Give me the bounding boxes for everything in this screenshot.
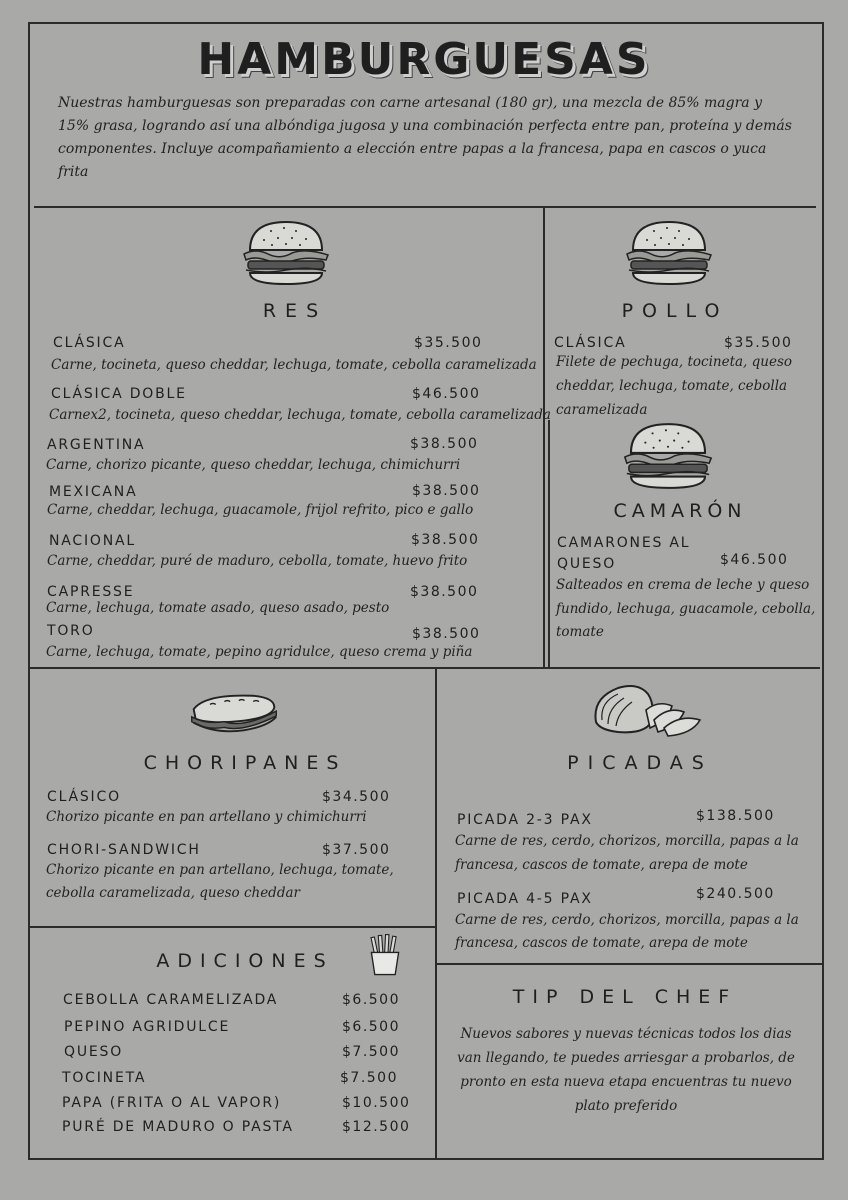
camaron-item-name: QUESO: [557, 556, 617, 572]
adicion-item-price: $6.500: [342, 992, 400, 1008]
choripanes-item-desc: Chorizo picante en pan artellano, lechuga, tomate,: [46, 862, 394, 878]
chef-tip-text: Nuevos sabores y nuevas técnicas todos los dias van llegando, te puedes arriesgar a probarlos, de pronto en esta nueva etapa encuentras tu nuevo plato preferido: [457, 1026, 795, 1114]
res-item-desc: Carne, tocineta, queso cheddar, lechuga, tomate, cebolla caramelizada: [51, 357, 537, 373]
res-item-desc: Carnex2, tocineta, queso cheddar, lechuga, tomate, cebolla caramelizada: [49, 407, 551, 423]
picadas-item-name: PICADA 2-3 PAX: [457, 812, 593, 828]
adicion-item-price: $7.500: [342, 1044, 400, 1060]
res-item-name: CLÁSICA: [53, 335, 126, 351]
adicion-item-price: $7.500: [340, 1070, 398, 1086]
camaron-item-desc: tomate: [556, 624, 604, 640]
picadas-item-desc: francesa, cascos de tomate, arepa de mote: [455, 935, 748, 951]
meat-icon: [588, 680, 708, 740]
res-item-name: MEXICANA: [49, 484, 138, 500]
camaron-item-price: $46.500: [720, 552, 789, 568]
adicion-item-name: PURÉ DE MADURO O PASTA: [62, 1119, 294, 1135]
adicion-item-name: PAPA (FRITA O AL VAPOR): [62, 1095, 282, 1111]
picadas-item-name: PICADA 4-5 PAX: [457, 891, 593, 907]
res-item-price: $38.500: [410, 436, 479, 452]
pollo-item-name: CLÁSICA: [554, 335, 627, 351]
intro-text: Nuestras hamburguesas son preparadas con carne artesanal (180 gr), una mezcla de 85% magra y 15% grasa, logrando así una albóndiga jugosa y una combinación perfecta entre pan, proteína y demás componentes. Incluye acompañamiento a elección entre papas a la francesa, papa en cascos o yuca frita: [58, 95, 792, 180]
res-item-desc: Carne, chorizo picante, queso cheddar, lechuga, chimichurri: [46, 457, 461, 473]
divider-res-pollo-lower: [548, 420, 550, 668]
adicion-item-price: $10.500: [342, 1095, 411, 1111]
choripanes-item-price: $37.500: [322, 842, 391, 858]
section-title-choripanes: CHORIPANES: [143, 752, 347, 774]
res-item-desc: Carne, lechuga, tomate, pepino agridulce, queso crema y piña: [46, 644, 473, 660]
camaron-item-desc: fundido, lechuga, guacamole, cebolla,: [556, 601, 816, 617]
pollo-item-desc: caramelizada: [556, 402, 648, 418]
section-title-pollo: POLLO: [621, 300, 729, 322]
picadas-item-price: $138.500: [696, 808, 775, 824]
adicion-item-name: PEPINO AGRIDULCE: [64, 1019, 231, 1035]
choripanes-item-desc: cebolla caramelizada, queso cheddar: [46, 885, 300, 901]
res-item-desc: Carne, lechuga, tomate asado, queso asado, pesto: [46, 600, 390, 616]
adicion-item-price: $6.500: [342, 1019, 400, 1035]
divider-row1: [30, 667, 820, 669]
res-item-name: NACIONAL: [49, 533, 136, 549]
res-item-price: $35.500: [414, 335, 483, 351]
picadas-item-desc: francesa, cascos de tomate, arepa de mote: [455, 857, 748, 873]
res-item-name: TORO: [47, 623, 95, 639]
choripanes-item-name: CHORI-SANDWICH: [47, 842, 201, 858]
section-title-res: RES: [262, 300, 328, 322]
choripanes-item-price: $34.500: [322, 789, 391, 805]
divider-res-pollo: [543, 206, 545, 668]
section-title-chef: TIP DEL CHEF: [512, 986, 738, 1008]
divider-choripanes-adiciones: [30, 926, 435, 928]
res-item-price: $38.500: [412, 483, 481, 499]
adicion-item-name: TOCINETA: [62, 1070, 147, 1086]
res-item-desc: Carne, cheddar, lechuga, guacamole, frijol refrito, pico e gallo: [47, 502, 474, 518]
adicion-item-price: $12.500: [342, 1119, 411, 1135]
section-title-adiciones: ADICIONES: [156, 950, 334, 972]
sandwich-icon: [186, 690, 282, 738]
pollo-item-price: $35.500: [724, 335, 793, 351]
section-title-camaron: CAMARÓN: [613, 500, 747, 522]
pollo-item-desc: cheddar, lechuga, tomate, cebolla: [556, 378, 788, 394]
burger-icon: [616, 420, 720, 492]
picadas-item-desc: Carne de res, cerdo, chorizos, morcilla, papas a la: [455, 912, 799, 928]
res-item-name: CAPRESSE: [47, 584, 135, 600]
res-item-price: $38.500: [411, 532, 480, 548]
res-item-price: $38.500: [410, 584, 479, 600]
adicion-item-name: CEBOLLA CARAMELIZADA: [63, 992, 279, 1008]
picadas-item-price: $240.500: [696, 886, 775, 902]
divider-header: [34, 206, 816, 208]
choripanes-item-desc: Chorizo picante en pan artellano y chimichurri: [46, 809, 367, 825]
page-title: HAMBURGUESAS: [197, 34, 651, 85]
picadas-item-desc: Carne de res, cerdo, chorizos, morcilla, papas a la: [455, 833, 799, 849]
burger-icon: [619, 218, 719, 288]
divider-choripanes-picadas: [435, 668, 437, 1158]
section-title-picadas: PICADAS: [567, 752, 713, 774]
camaron-item-name: CAMARONES AL: [557, 535, 691, 551]
res-item-price: $38.500: [412, 626, 481, 642]
divider-picadas-chef: [435, 963, 823, 965]
fries-icon: [368, 932, 402, 978]
burger-icon: [236, 218, 336, 288]
res-item-name: ARGENTINA: [47, 437, 146, 453]
res-item-price: $46.500: [412, 386, 481, 402]
res-item-name: CLÁSICA DOBLE: [51, 386, 187, 402]
res-item-desc: Carne, cheddar, puré de maduro, cebolla, tomate, huevo frito: [47, 553, 468, 569]
camaron-item-desc: Salteados en crema de leche y queso: [556, 577, 810, 593]
pollo-item-desc: Filete de pechuga, tocineta, queso: [556, 354, 793, 370]
choripanes-item-name: CLÁSICO: [47, 789, 121, 805]
adicion-item-name: QUESO: [64, 1044, 124, 1060]
